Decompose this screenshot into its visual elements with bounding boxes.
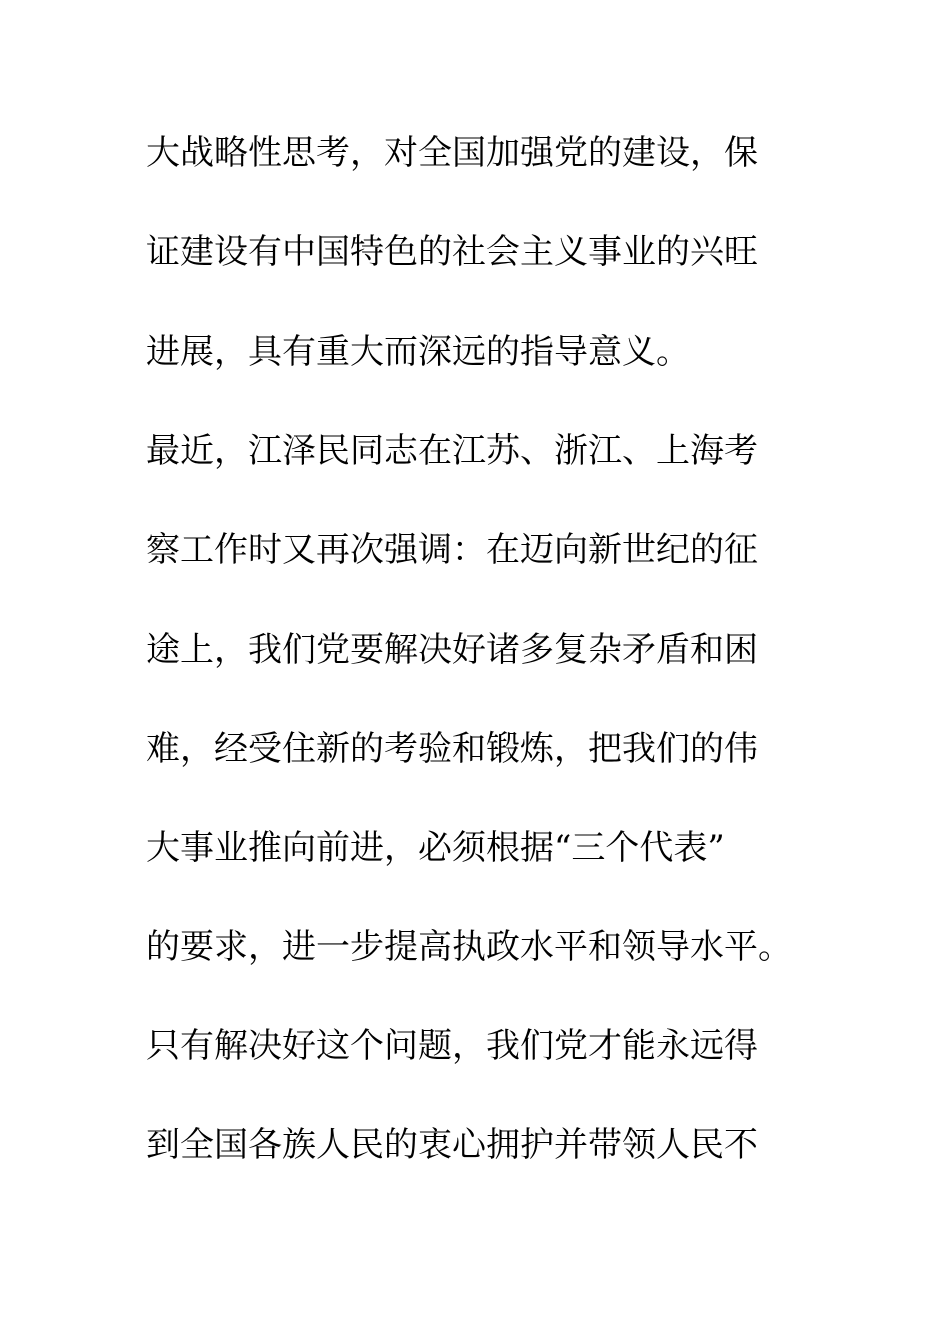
text-line: 到全国各族人民的衷心拥护并带领人民不 <box>146 1125 758 1165</box>
text-line: 进展，具有重大而深远的指导意义。 <box>146 332 690 372</box>
text-line: 大事业推向前进，必须根据“三个代表” <box>146 828 725 868</box>
text-line: 难，经受住新的考验和锻炼，把我们的伟 <box>146 729 758 769</box>
text-line: 证建设有中国特色的社会主义事业的兴旺 <box>146 232 758 272</box>
text-line: 大战略性思考，对全国加强党的建设，保 <box>146 133 758 173</box>
text-line: 的要求，进一步提高执政水平和领导水平。 <box>146 927 792 967</box>
text-line: 只有解决好这个问题，我们党才能永远得 <box>146 1026 758 1066</box>
text-line: 途上，我们党要解决好诸多复杂矛盾和困 <box>146 630 758 670</box>
text-line: 最近，江泽民同志在江苏、浙江、上海考 <box>146 431 758 471</box>
text-line: 察工作时又再次强调：在迈向新世纪的征 <box>146 530 758 570</box>
